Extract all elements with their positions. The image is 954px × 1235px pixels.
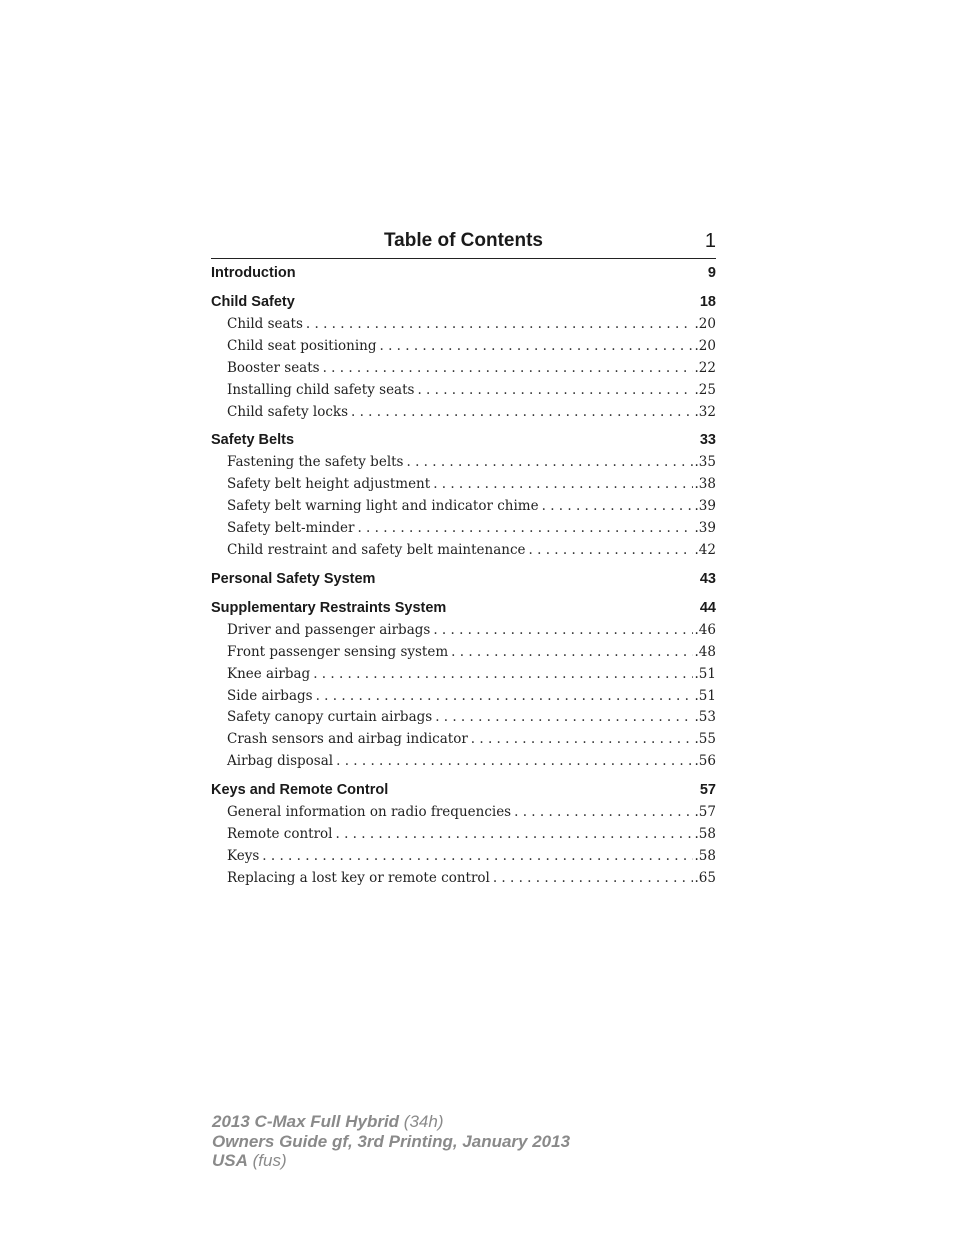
entry-label: Child seats [227,316,303,332]
section-page: 57 [699,782,716,799]
toc-section [211,779,716,890]
toc-entry[interactable] [211,846,716,868]
dot-leader [514,802,692,824]
toc-entry[interactable] [211,314,716,336]
entry-page: .51 [694,687,716,704]
section-title: Introduction [211,265,296,281]
entry-page: .46 [694,621,716,638]
entry-page: .57 [694,804,716,821]
toc-section [211,291,716,423]
entry-page: .35 [694,454,716,471]
toc-entry[interactable] [211,380,716,402]
section-title: Supplementary Restraints System [211,599,447,616]
dot-leader [262,846,692,868]
entry-label: Crash sensors and airbag indicator [227,731,468,748]
footer-line-1 [212,1112,570,1132]
toc-entry[interactable] [211,336,716,358]
entry-label: Child safety locks [227,403,349,420]
section-title: Personal Safety System [211,570,376,587]
entry-page: .39 [694,498,716,515]
entry-label: Safety belt warning light and indicator chime [227,498,539,515]
dot-leader [336,824,693,846]
footer-model: 2013 C-Max Full Hybrid [212,1112,400,1131]
entry-label: Safety canopy curtain airbags [227,709,433,726]
page-header [211,228,716,259]
toc-section-heading[interactable] [211,597,716,620]
footer-line-2 [212,1132,570,1152]
toc-entry[interactable] [211,496,716,518]
toc-section-heading[interactable] [211,429,716,452]
page-number: 1 [704,230,716,252]
toc-entry[interactable] [211,540,716,562]
section-title: Safety Belts [211,432,295,449]
entry-label: Keys [227,847,260,864]
toc-entry[interactable] [211,474,716,496]
entry-page: .39 [694,520,716,537]
footer-model-code: (34h) [403,1112,444,1131]
toc-entry[interactable] [211,664,716,686]
entry-page: .58 [694,826,716,843]
entry-page: .42 [694,542,716,559]
toc-entry[interactable] [211,751,716,773]
dot-leader [380,336,693,358]
footer-guide: Owners Guide gf, 3rd Printing, January 2013 [212,1131,571,1151]
entry-page: .38 [694,476,716,493]
section-title: Keys and Remote Control [211,782,389,799]
dot-leader [493,868,693,890]
table-of-contents [211,262,716,896]
entry-label: Booster seats [227,359,320,376]
entry-page: .51 [694,665,716,682]
dot-leader [323,358,693,380]
dot-leader [357,518,692,540]
toc-section [211,429,716,561]
toc-section-heading[interactable] [211,291,716,314]
entry-label: Child restraint and safety belt maintenance [227,542,526,559]
entry-page: .55 [694,731,716,748]
toc-section-heading[interactable] [211,779,716,802]
entry-label: Airbag disposal [227,753,334,770]
entry-label: Safety belt-minder [227,520,355,537]
entry-label: Installing child safety seats [227,381,415,398]
entry-page: .32 [694,403,716,420]
footer-market: USA [212,1151,248,1170]
entry-page: .58 [694,847,716,864]
dot-leader [316,686,693,708]
toc-entry[interactable] [211,518,716,540]
dot-leader [407,452,693,474]
toc-entry[interactable] [211,452,716,474]
section-page: 44 [699,599,716,616]
section-page: 9 [707,265,716,281]
toc-entry[interactable] [211,707,716,729]
dot-leader [433,474,692,496]
document-footer [212,1112,570,1171]
toc-section [211,597,716,773]
footer-line-3 [212,1151,570,1171]
entry-label: Side airbags [227,687,313,704]
toc-entry[interactable] [211,620,716,642]
entry-label: Safety belt height adjustment [227,476,431,493]
entry-page: .20 [694,316,716,332]
entry-page: .48 [694,643,716,660]
dot-leader [313,664,692,686]
entry-label: Child seat positioning [227,337,377,354]
dot-leader [529,540,693,562]
entry-page: .22 [694,359,716,376]
entry-label: General information on radio frequencies [227,804,512,821]
toc-entry[interactable] [211,642,716,664]
toc-entry[interactable] [211,402,716,424]
dot-leader [451,642,692,664]
entry-page: .20 [694,337,716,354]
section-page: 33 [699,432,716,449]
toc-entry[interactable] [211,868,716,890]
page-title: Table of Contents [383,230,544,251]
toc-entry[interactable] [211,824,716,846]
dot-leader [471,729,693,751]
toc-entry[interactable] [211,686,716,708]
toc-entry[interactable] [211,729,716,751]
section-page: 43 [699,570,716,587]
toc-section [211,262,716,285]
entry-page: .56 [694,753,716,770]
toc-section-heading[interactable] [211,568,716,591]
entry-label: Fastening the safety belts [227,454,404,471]
section-page: 18 [699,294,716,310]
entry-label: Remote control [227,826,333,843]
toc-entry[interactable] [211,358,716,380]
entry-label: Driver and passenger airbags [227,621,431,638]
dot-leader [417,380,692,402]
toc-entry[interactable] [211,802,716,824]
dot-leader [351,402,693,424]
entry-label: Front passenger sensing system [227,643,449,660]
entry-page: .25 [694,381,716,398]
entry-page: .53 [694,709,716,726]
entry-label: Knee airbag [227,665,311,682]
entry-label: Replacing a lost key or remote control [227,869,490,886]
toc-section-heading[interactable] [211,262,716,285]
dot-leader [435,707,692,729]
footer-market-code: (fus) [252,1151,287,1170]
section-title: Child Safety [211,294,295,310]
toc-section [211,568,716,591]
dot-leader [433,620,692,642]
dot-leader [542,496,693,518]
dot-leader [306,314,693,336]
entry-page: .65 [694,869,716,886]
dot-leader [336,751,692,773]
